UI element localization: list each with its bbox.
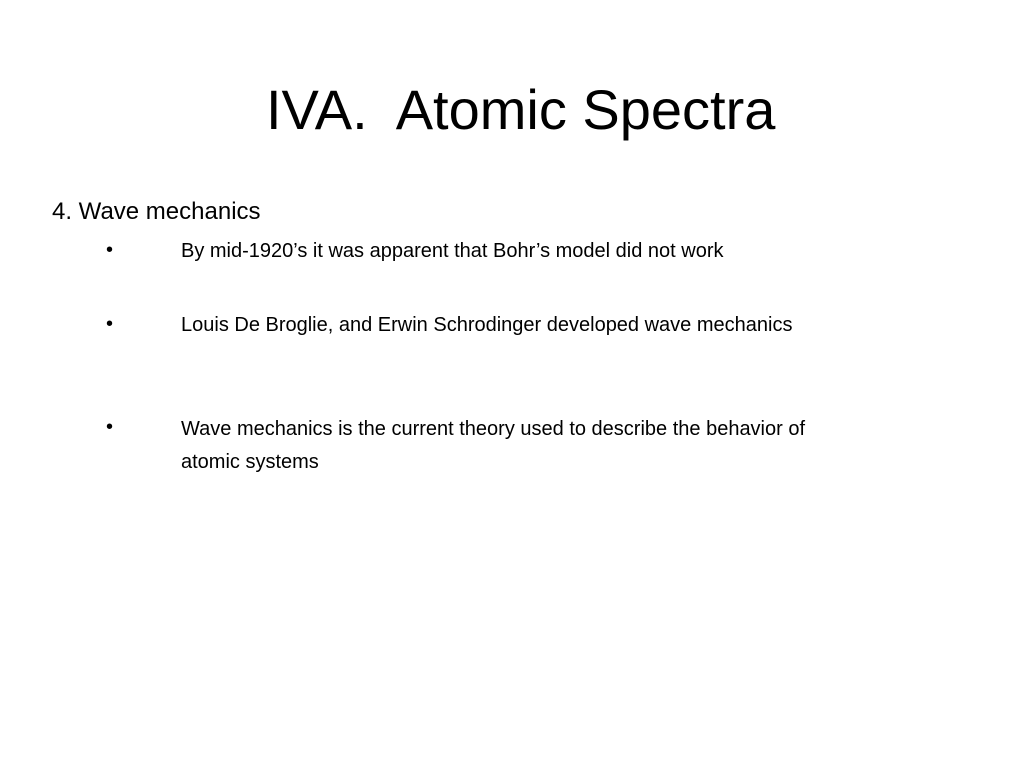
bullet-dot-icon: • <box>106 416 114 438</box>
bullet-dot-icon: • <box>106 239 114 261</box>
bullet-dot-icon: • <box>106 313 114 335</box>
bullet-text: By mid-1920’s it was apparent that Bohr’s model did not work <box>181 240 724 262</box>
bullet-text: Wave mechanics is the current theory used to describe the behavior of atomic systems <box>181 418 806 473</box>
section-heading: 4. Wave mechanics <box>52 198 261 225</box>
bullet-text: Louis De Broglie, and Erwin Schrodinger developed wave mechanics <box>181 314 793 336</box>
slide-title: IVA. Atomic Spectra <box>266 78 776 141</box>
